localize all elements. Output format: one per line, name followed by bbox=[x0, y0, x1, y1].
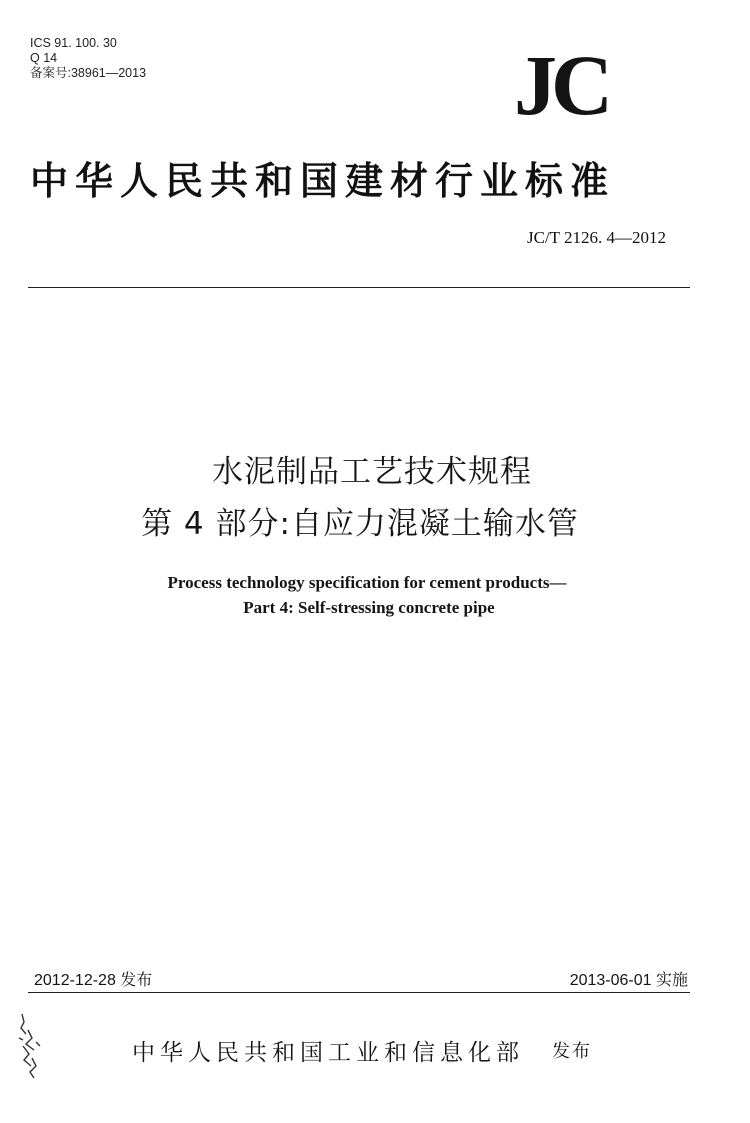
document-metadata bbox=[30, 36, 146, 81]
standard-code: JC/T 2126. 4—2012 bbox=[526, 228, 666, 247]
category-code: Q 14 bbox=[30, 51, 58, 65]
title-en-line2: Part 4: Self-stressing concrete pipe bbox=[243, 598, 495, 617]
title-cn-line2: 第 4 部分:自应力混凝土输水管 bbox=[141, 506, 579, 542]
standard-category-heading: 中华人民共和国建材行业标准 bbox=[30, 158, 616, 203]
stamp-mark bbox=[14, 1010, 48, 1080]
title-en-line1: Process technology specification for cement products— bbox=[167, 573, 567, 592]
title-cn-line1: 水泥制品工艺技术规程 bbox=[212, 454, 532, 490]
issue-date: 2012-12-28 发布 bbox=[34, 972, 153, 989]
publish-label: 发布 bbox=[552, 1041, 592, 1062]
footer-divider bbox=[28, 992, 690, 993]
logo-text: JC bbox=[514, 48, 608, 126]
jc-logo bbox=[512, 48, 642, 126]
publisher-name: 中华人民共和国工业和信息化部 bbox=[132, 1040, 524, 1066]
implementation-date: 2013-06-01 实施 bbox=[569, 972, 688, 989]
header-divider bbox=[28, 287, 690, 288]
record-number: 备案号:38961—2013 bbox=[30, 66, 147, 80]
ics-code: ICS 91. 100. 30 bbox=[30, 36, 117, 50]
